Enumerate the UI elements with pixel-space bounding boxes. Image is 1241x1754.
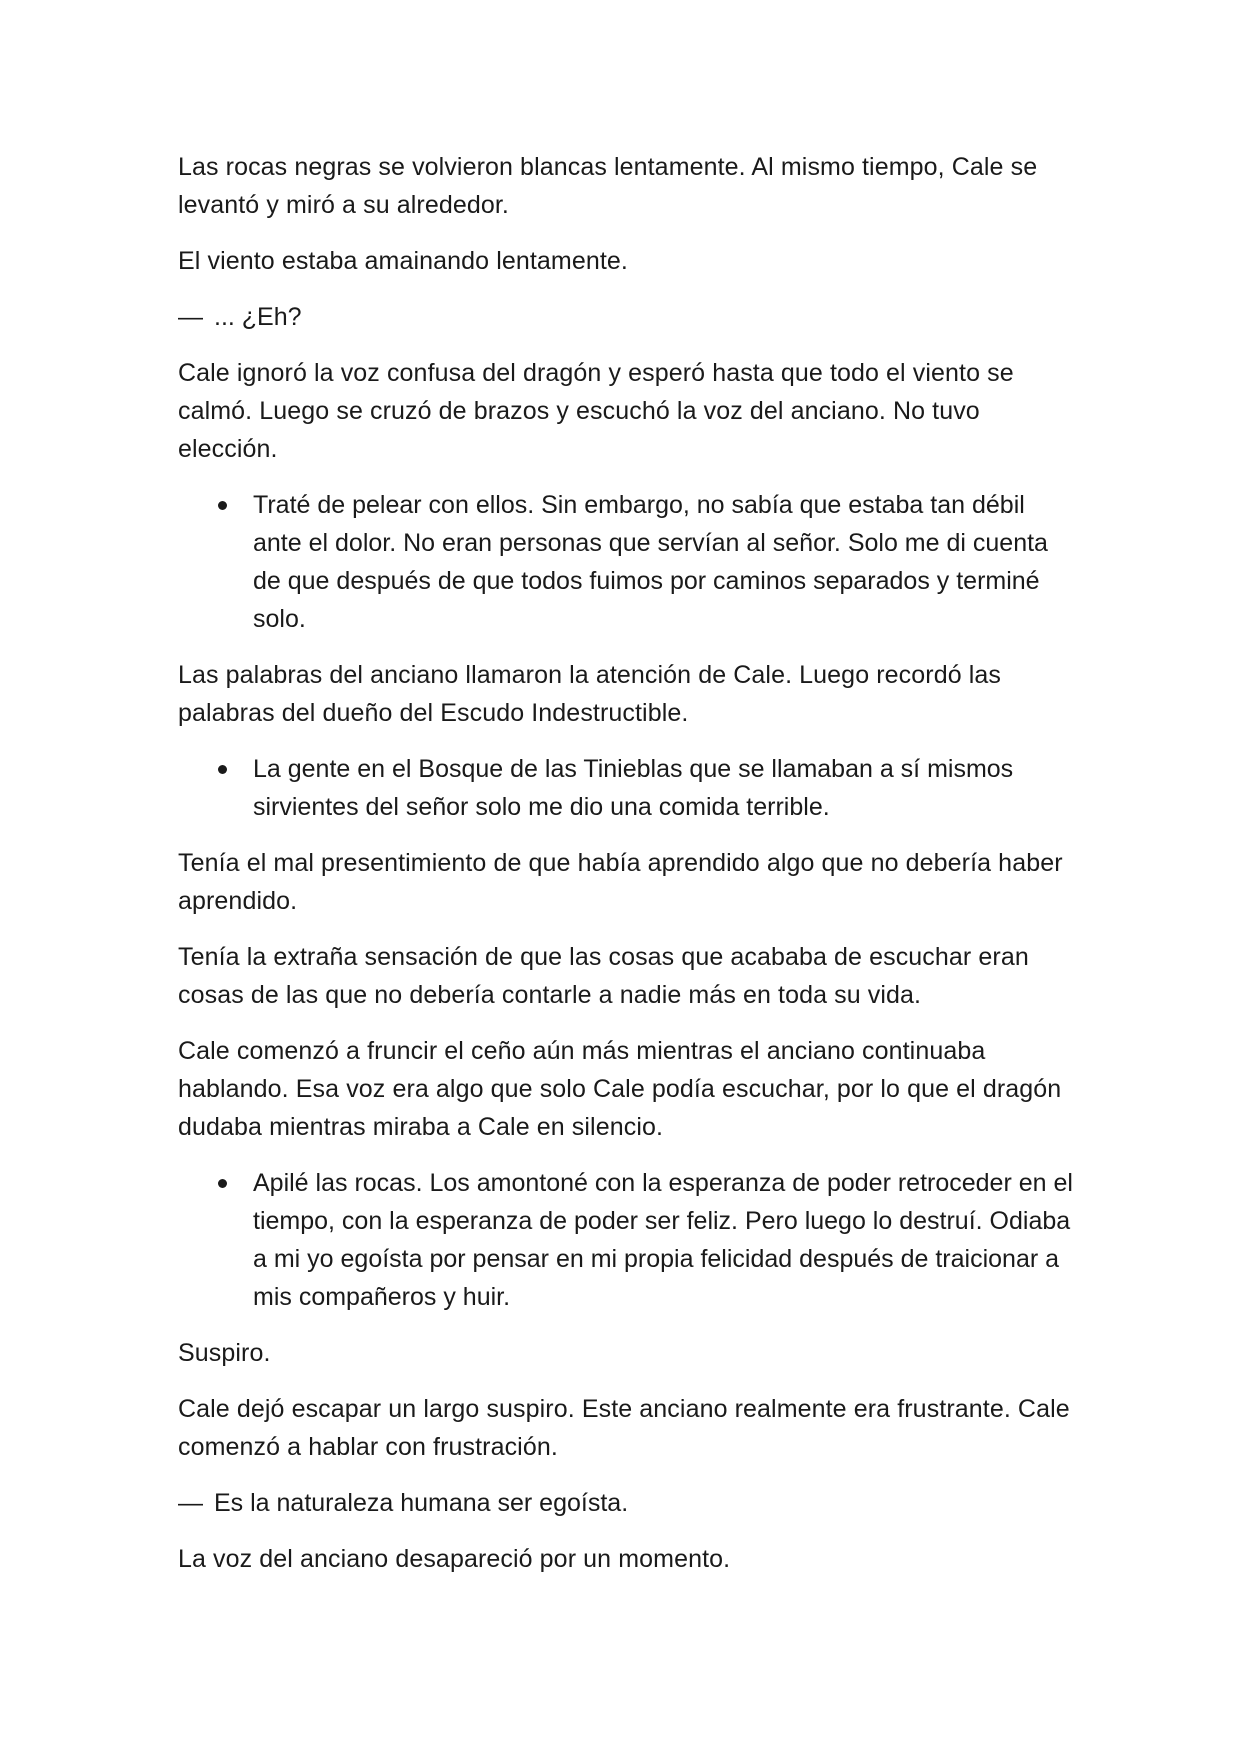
bullet-text: Traté de pelear con ellos. Sin embargo, no sabía que estaba tan débil ante el dolor. No eran personas que servían al señor. Solo me di cuenta de que después de que todos fuimos por caminos separados y terminé solo.	[253, 491, 1048, 633]
paragraph: Cale dejó escapar un largo suspiro. Este anciano realmente era frustrante. Cale comenzó a hablar con frustración.	[178, 1395, 1070, 1461]
bullet-dot-icon	[218, 501, 227, 510]
bullet-list	[178, 750, 1078, 826]
paragraph: Tenía la extraña sensación de que las cosas que acababa de escuchar eran cosas de las que no debería contarle a nadie más en toda su vida.	[178, 943, 1029, 1009]
bullet-dot-icon	[218, 1179, 227, 1188]
paragraph: Tenía el mal presentimiento de que había aprendido algo que no debería haber aprendido.	[178, 849, 1063, 915]
bullet-item	[178, 1164, 1078, 1316]
dialogue-text: ... ¿Eh?	[214, 303, 302, 331]
paragraph: Cale ignoró la voz confusa del dragón y esperó hasta que todo el viento se calmó. Luego se cruzó de brazos y escuchó la voz del anciano. No tuvo elección.	[178, 359, 1014, 463]
bullet-item	[178, 486, 1078, 638]
bullet-text: La gente en el Bosque de las Tinieblas que se llamaban a sí mismos sirvientes del señor solo me dio una comida terrible.	[253, 755, 1014, 821]
paragraph: La voz del anciano desapareció por un momento.	[178, 1545, 731, 1573]
paragraph: Las palabras del anciano llamaron la atención de Cale. Luego recordó las palabras del dueño del Escudo Indestructible.	[178, 661, 1002, 727]
dialogue-text: Es la naturaleza humana ser egoísta.	[214, 1489, 629, 1517]
paragraph: Suspiro.	[178, 1339, 271, 1367]
document-page	[178, 148, 1078, 1596]
bullet-text: Apilé las rocas. Los amontoné con la esperanza de poder retroceder en el tiempo, con la esperanza de poder ser feliz. Pero luego lo destruí. Odiaba a mi yo egoísta por pensar en mi propia felicidad después de traicionar a mis compañeros y huir.	[253, 1169, 1073, 1311]
dialogue-line	[178, 298, 1078, 336]
dialogue-line	[178, 1484, 1078, 1522]
bullet-list	[178, 486, 1078, 638]
paragraph: Cale comenzó a fruncir el ceño aún más mientras el anciano continuaba hablando. Esa voz era algo que solo Cale podía escuchar, por lo que el dragón dudaba mientras miraba a Cale en silencio.	[178, 1037, 1062, 1141]
paragraph: El viento estaba amainando lentamente.	[178, 247, 628, 275]
dialogue-dash: —	[178, 303, 203, 331]
bullet-dot-icon	[218, 765, 227, 774]
bullet-list	[178, 1164, 1078, 1316]
bullet-item	[178, 750, 1078, 826]
paragraph: Las rocas negras se volvieron blancas lentamente. Al mismo tiempo, Cale se levantó y miró a su alrededor.	[178, 153, 1038, 219]
dialogue-dash: —	[178, 1489, 203, 1517]
